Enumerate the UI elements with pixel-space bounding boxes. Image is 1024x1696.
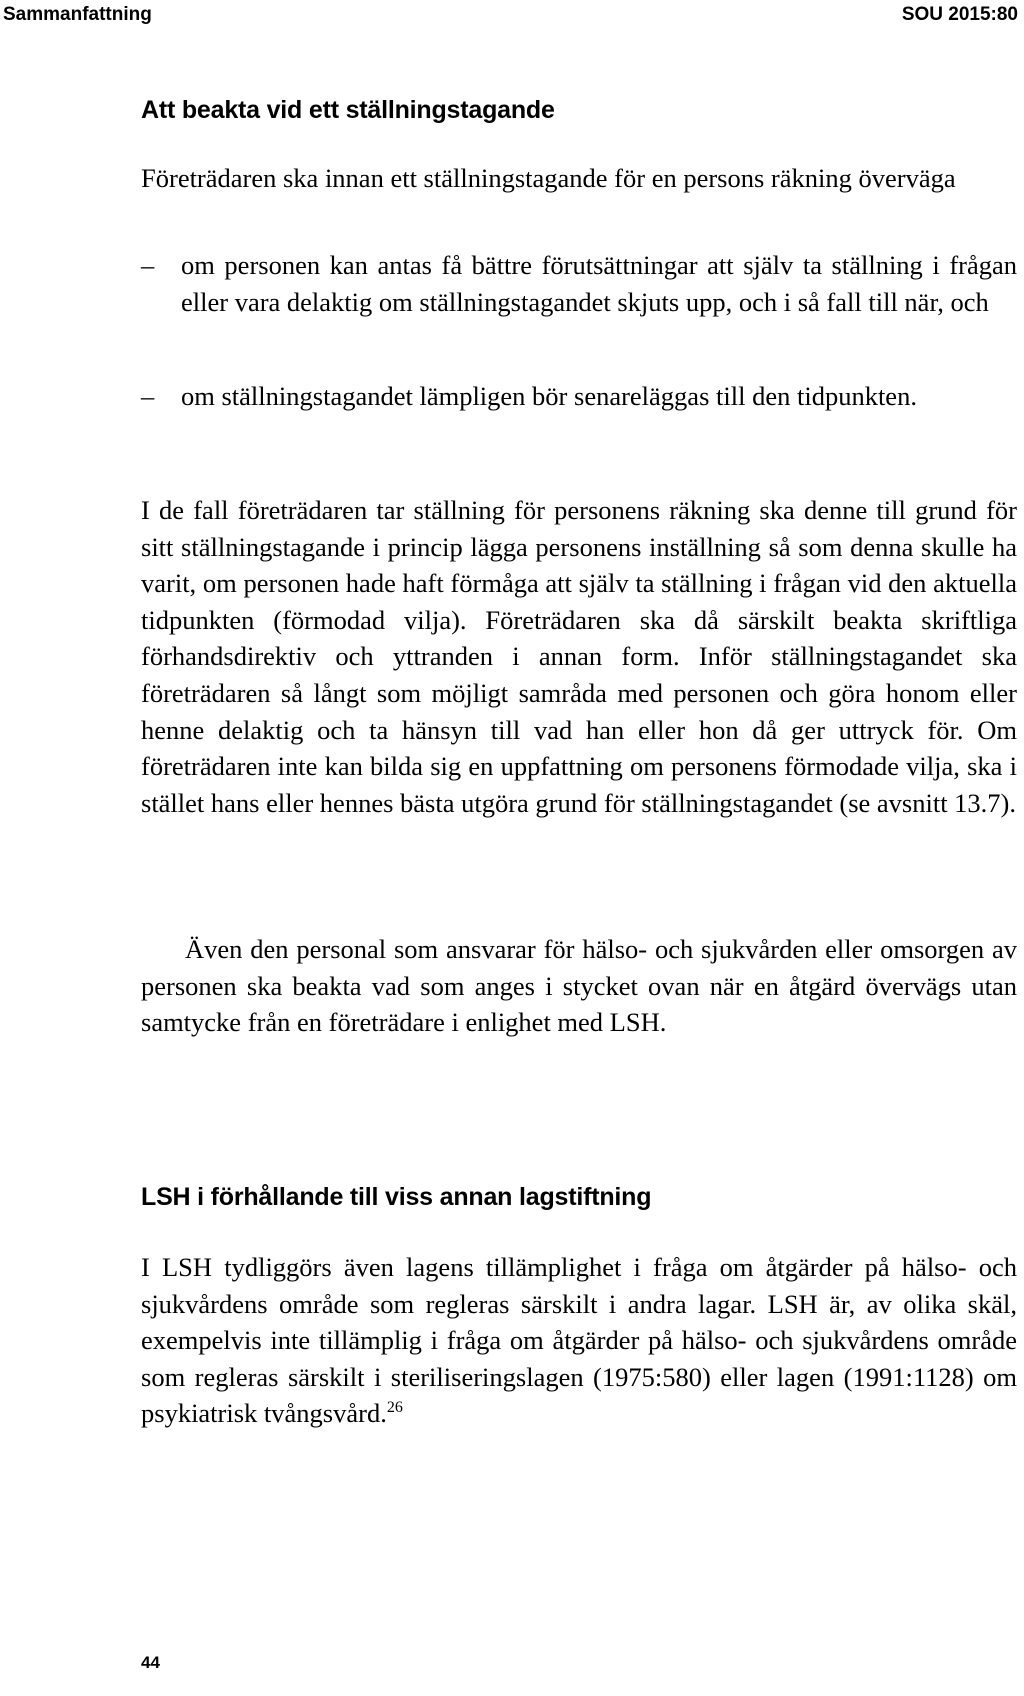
list-item <box>141 378 1017 415</box>
list-item-text: om personen kan antas få bättre förutsättningar att själv ta ställning i frågan eller vara delaktig om ställningstagandet skjuts upp, och i så fall till när, och <box>181 250 1017 317</box>
paragraph-text: I LSH tydliggörs även lagens tillämplighet i fråga om åtgärder på hälso- och sjukvårdens område som regleras särskilt i andra lagar. LSH är, av olika skäl, exempelvis inte tillämplig i fråga om åtgärder på hälso- och sjukvårdens område som regleras särskilt i steriliseringslagen (1975:580) eller lagen (1991:1128) om psykiatrisk tvångsvård. <box>141 1252 1017 1429</box>
body-paragraph <box>141 1249 1017 1432</box>
running-head <box>0 0 1024 30</box>
page-number: 44 <box>141 1653 160 1672</box>
body-paragraph: I de fall företrädaren tar ställning för personens räkning ska denne till grund för sitt ställningstagande i princip lägga personens inställning så som denna skulle ha varit, om personen hade haft förmåga att själv ta ställning i frågan vid den aktuella tidpunkten (förmodad vilja). Företrädaren ska då särskilt beakta skriftliga förhandsdirektiv och yttranden i annan form. Inför ställningstagandet ska företrädaren så långt som möjligt samråda med personen och göra honom eller henne delaktig och ta hänsyn till vad han eller hon då ger uttryck för. Om företrädaren inte kan bilda sig en uppfattning om personens förmodade vilja, ska i stället hans eller hennes bästa utgöra grund för ställningstagandet (se avsnitt 13.7). <box>141 495 1017 818</box>
list-dash: – <box>141 381 155 411</box>
body-paragraph: Även den personal som ansvarar för hälso- och sjukvården eller omsorgen av personen ska beakta vad som anges i stycket ovan när en åtgärd övervägs utan samtycke från en företrädare i enlighet med LSH. <box>141 934 1017 1038</box>
list-dash: – <box>141 250 155 280</box>
list-item-text: om ställningstagandet lämpligen bör senareläggas till den tidpunkten. <box>181 381 917 411</box>
consideration-list <box>141 247 1017 320</box>
running-head-section: Sammanfattning <box>3 4 152 25</box>
section-heading: Att beakta vid ett ställningstagande <box>141 96 555 124</box>
intro-paragraph: Företrädaren ska innan ett ställningstagande för en persons räkning överväga <box>141 163 956 193</box>
section-heading: LSH i förhållande till viss annan lagstiftning <box>141 1183 652 1211</box>
consideration-list-continued <box>141 378 1017 415</box>
list-item <box>141 247 1017 320</box>
running-head-document-id: SOU 2015:80 <box>901 4 1018 25</box>
footnote-reference[interactable]: 26 <box>386 1399 403 1417</box>
